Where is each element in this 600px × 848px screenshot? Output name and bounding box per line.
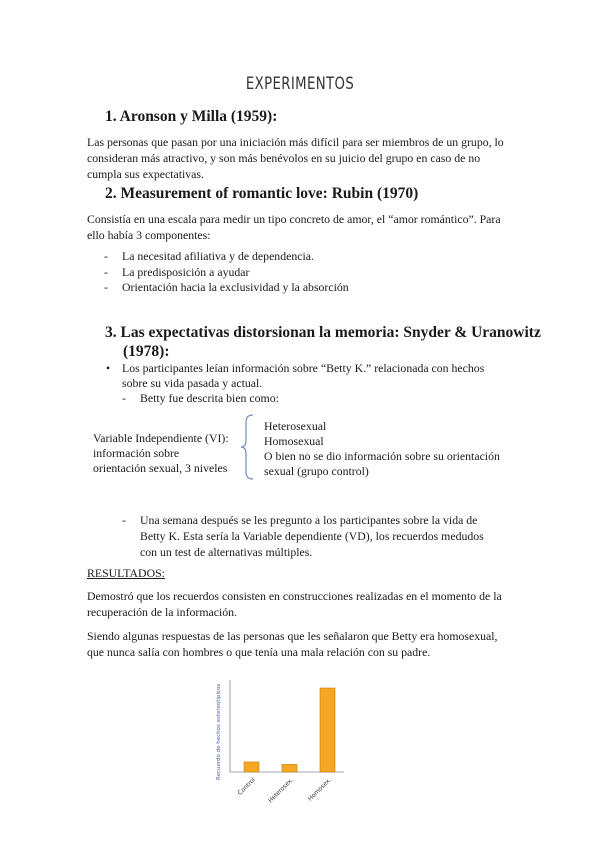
section-2-paragraph	[87, 211, 527, 243]
text-line: ello había 3 componentes:	[87, 228, 211, 242]
results-paragraph-2	[87, 628, 527, 660]
section-1-paragraph	[87, 134, 527, 182]
dash-marker: -	[122, 391, 126, 405]
level-item: O bien no se dio información sobre su orientación	[264, 449, 500, 463]
dash-marker: -	[104, 249, 108, 263]
level-item: Heterosexual	[264, 419, 327, 433]
dash-marker: -	[104, 280, 108, 294]
y-axis-label: Recuerdo de hechos estereotípicos	[216, 683, 222, 780]
section-2-heading: 2. Measurement of romantic love: Rubin (1970)	[105, 185, 419, 202]
list-item: - Orientación hacia la exclusividad y la absorción	[104, 280, 349, 294]
bar-3	[320, 688, 335, 772]
bar-1	[244, 762, 259, 772]
list-item: - La predisposición a ayudar	[104, 264, 250, 279]
level-item: sexual (grupo control)	[264, 464, 369, 478]
bullet-marker: •	[106, 361, 111, 375]
x-tick-label: Heterosex.	[267, 776, 295, 805]
text-line: que nunca salía con hombres o que tenía una mala relación con su padre.	[87, 645, 431, 659]
text-line: Los participantes leían información sobre “Betty K.” relacionada con hechos	[122, 361, 485, 375]
bullet-item	[106, 361, 526, 391]
text-line: sobre su vida pasada y actual.	[122, 376, 263, 390]
section-1-heading: 1. Aronson y Milla (1959):	[105, 108, 278, 125]
components-list	[104, 249, 349, 296]
variable-label: Variable Independiente (VI): información sobre orientación sexual, 3 niveles	[93, 431, 229, 475]
text-line: Las personas que pasan por una iniciación más difícil para ser miembros de un grupo, lo	[87, 135, 504, 149]
bar-2	[282, 764, 297, 772]
x-tick-label: Homosex.	[306, 776, 333, 803]
curly-brace-icon	[240, 414, 254, 480]
levels-list	[264, 419, 500, 479]
text-line: recuperación de la información.	[87, 605, 238, 619]
level-item: Homosexual	[264, 434, 324, 448]
text-line: Demostró que los recuerdos consisten en construcciones realizadas en el momento de la	[87, 589, 502, 603]
list-item: - La necesitad afiliativa y de dependencia.	[104, 249, 314, 263]
section-3-heading: 3. Las expectativas distorsionan la memoria: Snyder & Uranowitz (1978):	[105, 324, 541, 360]
bar-chart	[200, 668, 360, 818]
text-line: Siendo algunas respuestas de las personas que les señalaron que Betty era homosexual,	[87, 629, 498, 643]
results-paragraph-1	[87, 588, 527, 620]
x-tick-label: Control	[236, 776, 257, 797]
dash-marker: -	[122, 513, 126, 527]
sub-item: - Una semana después se les pregunto a los participantes sobre la vida de Betty K. Esta sería la Variable dependiente (VD), los recuerdos medudos con un test de alternativas múltiples.	[122, 513, 484, 559]
dash-marker: -	[104, 264, 108, 279]
text-line: Consistía en una escala para medir un tipo concreto de amor, el “amor romántico”. Para	[87, 212, 501, 226]
page-title: EXPERIMENTOS	[245, 74, 355, 94]
text-line: cumpla sus expectativas.	[87, 167, 204, 181]
text-line: consideran más atractivo, y son más benévolos en su juicio del grupo en caso de no	[87, 151, 481, 165]
results-heading: RESULTADOS:	[87, 566, 165, 580]
sub-item: - Betty fue descrita bien como:	[122, 391, 279, 405]
